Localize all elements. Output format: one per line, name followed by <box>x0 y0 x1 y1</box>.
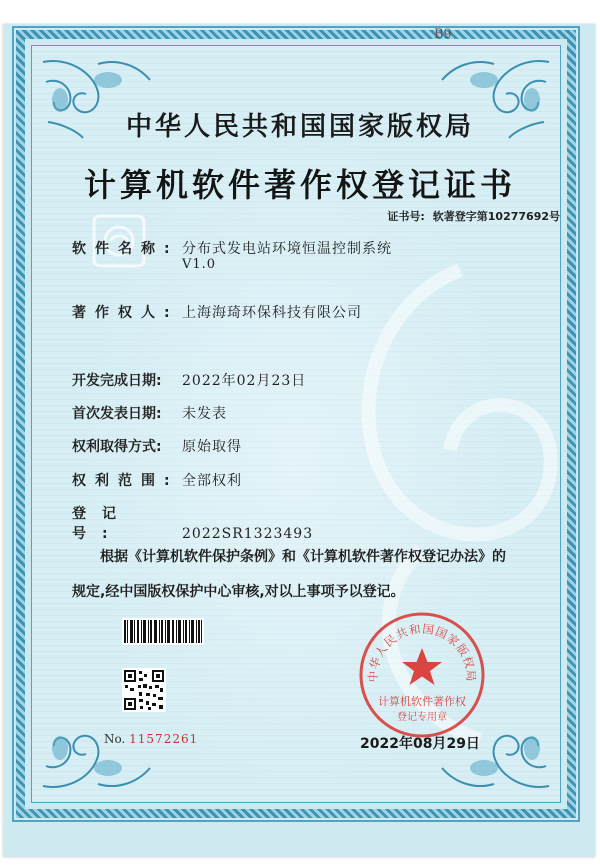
rights-scope-value: 全部权利 <box>182 473 242 489</box>
registration-number-value: 2022SR1323493 <box>182 526 314 542</box>
publication-date-value: 未发表 <box>182 406 227 422</box>
issue-date: 2022年08月29日 <box>360 736 480 752</box>
serial-number <box>104 732 198 746</box>
software-name-value: 分布式发电站环境恒温控制系统 <box>182 241 392 257</box>
certificate-title: 计算机软件著作权登记证书 <box>83 166 516 204</box>
serial-prefix: No. <box>104 732 126 746</box>
statement-line-1: 根据《计算机软件保护条例》和《计算机软件著作权登记办法》的 <box>100 549 506 565</box>
certificate-number <box>360 208 560 224</box>
completion-date-row <box>72 370 306 390</box>
barcode-icon <box>122 618 204 645</box>
registration-number-label: 登记号: <box>72 506 132 542</box>
copyright-owner-row <box>72 302 362 322</box>
copyright-owner-label: 著作权人: <box>72 305 179 321</box>
seal-line-1: 计算机软件著作权 <box>378 695 466 708</box>
copyright-owner-value: 上海海琦环保科技有限公司 <box>182 305 362 321</box>
publication-date-row <box>72 403 227 423</box>
rights-scope-row <box>72 470 242 490</box>
publication-date-label: 首次发表日期: <box>72 406 162 422</box>
statement-paragraph <box>72 540 542 610</box>
rights-scope-label: 权利范围: <box>72 473 179 489</box>
completion-date-label: 开发完成日期: <box>72 373 162 389</box>
handwritten-mark: B9 <box>434 27 452 42</box>
issuing-authority: 中华人民共和国国家版权局 <box>125 112 474 142</box>
seal-arc-text: 中华人民共和国国家版权局 <box>365 621 479 683</box>
official-seal <box>357 610 487 740</box>
acquisition-method-label: 权利取得方式: <box>72 439 162 455</box>
seal-star-icon <box>402 648 442 685</box>
corner-ornament-icon <box>38 706 158 796</box>
software-name-label: 软件名称: <box>72 241 179 257</box>
certificate-number-label: 证书号: <box>387 210 425 223</box>
software-name-row <box>72 238 392 272</box>
seal-line-2: 登记专用章 <box>397 712 447 723</box>
qr-code-icon <box>122 668 166 712</box>
completion-date-value: 2022年02月23日 <box>182 373 307 389</box>
certificate-number-value: 软著登字第10277692号 <box>432 210 560 223</box>
acquisition-method-row <box>72 436 242 456</box>
software-version: V1.0 <box>182 257 217 272</box>
serial-value: 11572261 <box>129 732 199 746</box>
registration-number-row <box>72 503 313 543</box>
statement-line-2: 规定,经中国版权保护中心审核,对以上事项予以登记。 <box>72 584 405 600</box>
acquisition-method-value: 原始取得 <box>182 439 242 455</box>
